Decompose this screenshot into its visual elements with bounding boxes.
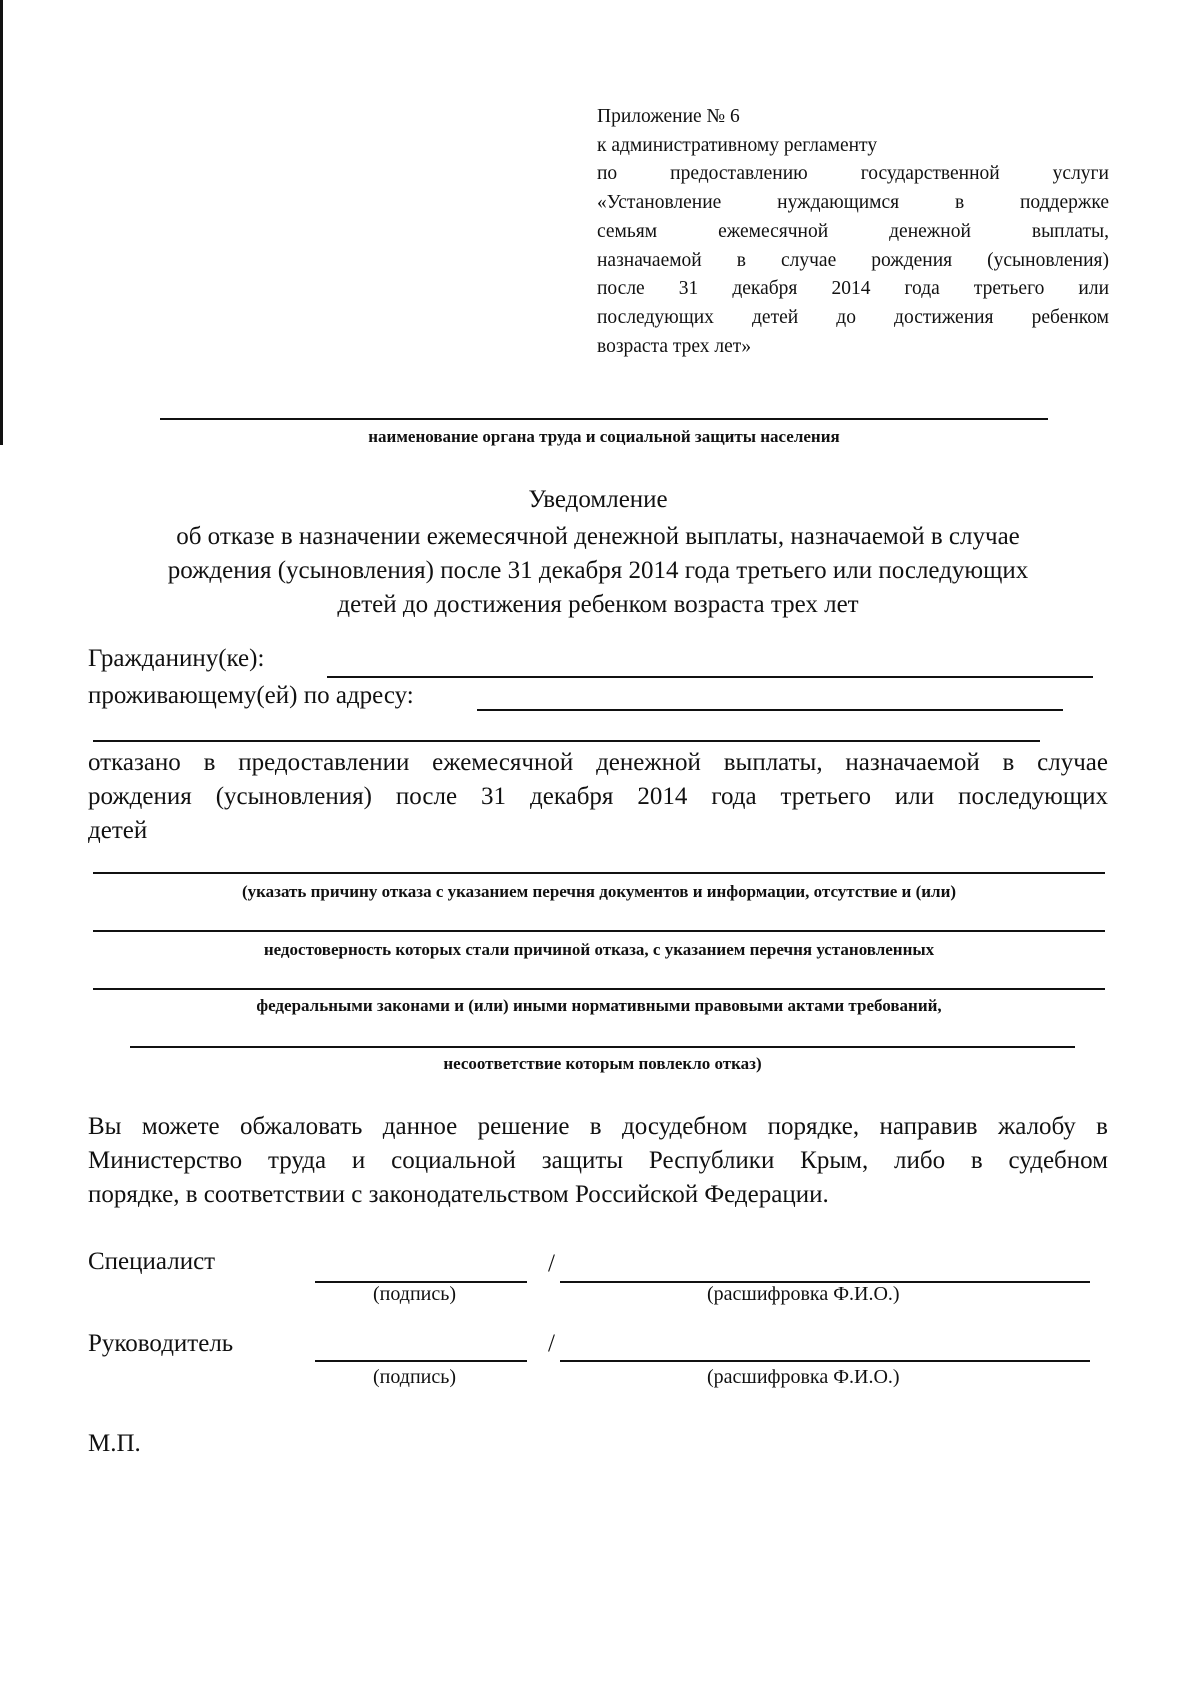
reason-line [93,930,1105,932]
notice-subtitle: рождения (усыновления) после 31 декабря 2014 года третьего или последующих [167,557,1029,584]
header-line: по предоставлению государственной услуги [597,163,1109,185]
stamp-label: М.П. [88,1430,141,1457]
organ-caption: наименование органа труда и социальной защиты населения [368,427,840,446]
header-line: «Установление нуждающимся в поддержке [597,192,1109,214]
reason-caption: недостоверность которых стали причиной отказа, с указанием перечня установленных [263,940,935,959]
appeal-line: порядке, в соответствии с законодательством Российской Федерации. [88,1181,829,1208]
appendix-header [597,103,1109,361]
notice-title: Уведомление [528,486,668,513]
separator-slash: / [548,1330,555,1357]
appeal-paragraph [88,1110,1108,1212]
separator-slash: / [548,1250,555,1277]
header-line: после 31 декабря 2014 года третьего или [597,278,1109,300]
appeal-line: Министерство труда и социальной защиты Республики Крым, либо в судебном [88,1147,1108,1174]
signature-caption: (подпись) [373,1283,457,1305]
organ-name-line [160,418,1048,420]
reason-line [93,872,1105,874]
head-signature-line[interactable] [315,1360,527,1362]
refusal-line: отказано в предоставлении ежемесячной денежной выплаты, назначаемой в случае [88,749,1108,776]
notice-subtitle: об отказе в назначении ежемесячной денежной выплаты, назначаемой в случае [176,523,1020,550]
head-label: Руководитель [88,1330,234,1357]
refusal-line: рождения (усыновления) после 31 декабря 2014 года третьего или последующих [88,783,1108,810]
address-label: проживающему(ей) по адресу: [88,682,414,709]
address-underline-2 [93,740,1040,742]
header-line: к административному регламенту [597,134,878,156]
refusal-line: детей [88,817,148,844]
reason-caption: федеральными законами и (или) иными нормативными правовыми актами требований, [256,996,942,1015]
reason-line [93,988,1105,990]
header-line: возраста трех лет» [597,335,752,357]
reason-line [130,1046,1075,1048]
appeal-line: Вы можете обжаловать данное решение в досудебном порядке, направив жалобу в [88,1113,1108,1140]
name-caption: (расшифровка Ф.И.О.) [707,1283,900,1305]
citizen-label: Гражданину(ке): [88,645,265,672]
scan-edge [0,0,3,445]
notice-subtitle: детей до достижения ребенком возраста трех лет [337,591,859,618]
head-name-line[interactable] [560,1360,1090,1362]
header-line: Приложение № 6 [597,106,740,127]
header-line: семьям ежемесячной денежной выплаты, [597,220,1109,242]
header-line: назначаемой в случае рождения (усыновления) [597,249,1109,271]
specialist-label: Специалист [88,1248,216,1275]
name-caption: (расшифровка Ф.И.О.) [707,1366,900,1388]
reason-caption: (указать причину отказа с указанием перечня документов и информации, отсутствие и (или) [241,882,957,901]
address-underline [477,709,1063,711]
refusal-paragraph [88,746,1108,848]
header-line: последующих детей до достижения ребенком [597,306,1109,328]
signature-caption: (подпись) [373,1366,457,1388]
citizen-underline [327,676,1093,678]
reason-caption: несоответствие которым повлекло отказ) [443,1054,762,1073]
